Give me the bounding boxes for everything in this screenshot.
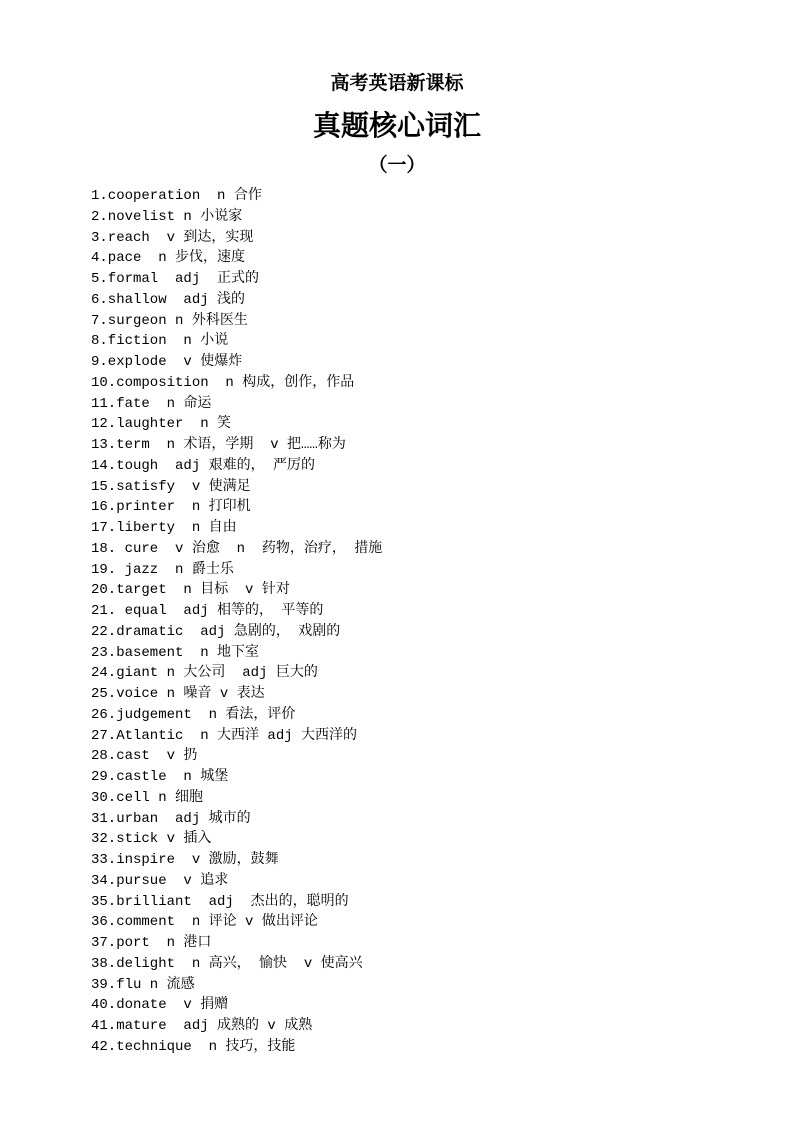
vocab-entry: 20.target n 目标 v 针对 bbox=[91, 582, 290, 599]
vocab-entry: 33.inspire v 激励，鼓舞 bbox=[91, 852, 279, 868]
vocab-entry: 28.cast v 扔 bbox=[91, 748, 198, 765]
vocab-entry: 26.judgement n 看法，评价 bbox=[91, 706, 296, 723]
vocabulary-list bbox=[91, 186, 741, 1058]
vocab-entry: 23.basement n 地下室 bbox=[91, 644, 260, 661]
vocab-entry: 41.mature adj 成熟的 v 成熟 bbox=[91, 1018, 313, 1034]
vocab-entry: 5.formal adj 正式的 bbox=[91, 271, 260, 287]
vocab-entry: 36.comment n 评论 v 做出评论 bbox=[91, 914, 318, 931]
vocab-entry: 21. equal adj 相等的， 平等的 bbox=[91, 603, 324, 619]
vocab-entry: 7.surgeon n 外科医生 bbox=[91, 312, 248, 329]
vocab-entry: 40.donate v 捐赠 bbox=[91, 997, 229, 1014]
vocab-entry: 37.port n 港口 bbox=[91, 935, 212, 951]
vocab-entry: 22.dramatic adj 急剧的， 戏剧的 bbox=[91, 623, 341, 640]
vocab-entry: 15.satisfy v 使满足 bbox=[91, 478, 251, 495]
vocab-entry: 3.reach v 到达，实现 bbox=[91, 229, 254, 246]
vocab-entry: 1.cooperation n 合作 bbox=[91, 188, 262, 204]
vocab-entry: 8.fiction n 小说 bbox=[91, 333, 229, 350]
vocab-entry: 25.voice n 噪音 v 表达 bbox=[91, 686, 265, 702]
document-part-label: （一） bbox=[368, 154, 426, 176]
vocab-entry: 9.explode v 使爆炸 bbox=[91, 354, 243, 370]
vocab-entry: 32.stick v 插入 bbox=[91, 831, 212, 848]
vocab-entry: 42.technique n 技巧，技能 bbox=[91, 1038, 296, 1055]
vocab-entry: 31.urban adj 城市的 bbox=[91, 810, 251, 827]
vocab-entry: 24.giant n 大公司 adj 巨大的 bbox=[91, 665, 318, 682]
vocab-entry: 38.delight n 高兴， 愉快 v 使高兴 bbox=[91, 955, 363, 972]
vocab-entry: 34.pursue v 追求 bbox=[91, 872, 229, 889]
vocab-entry: 11.fate n 命运 bbox=[91, 395, 212, 412]
vocab-entry: 29.castle n 城堡 bbox=[91, 769, 229, 785]
vocab-entry: 10.composition n 构成，创作，作品 bbox=[91, 374, 355, 391]
vocab-entry: 4.pace n 步伐，速度 bbox=[91, 250, 246, 267]
vocab-entry: 19. jazz n 爵士乐 bbox=[91, 561, 234, 578]
vocab-entry: 27.Atlantic n 大西洋 adj 大西洋的 bbox=[91, 727, 358, 744]
vocab-entry: 30.cell n 细胞 bbox=[91, 789, 204, 806]
vocab-entry: 35.brilliant adj 杰出的，聪明的 bbox=[91, 893, 349, 910]
vocab-entry: 17.liberty n 自由 bbox=[91, 520, 237, 536]
document-supertitle: 高考英语新课标 bbox=[330, 72, 464, 94]
vocab-entry: 16.printer n 打印机 bbox=[91, 499, 251, 516]
vocab-entry: 39.flu n 流感 bbox=[91, 976, 195, 993]
document-title: 真题核心词汇 bbox=[312, 109, 481, 142]
vocab-entry: 6.shallow adj 浅的 bbox=[91, 291, 246, 308]
vocab-entry: 12.laughter n 笑 bbox=[91, 416, 232, 433]
vocab-entry: 14.tough adj 艰难的， 严厉的 bbox=[91, 457, 316, 474]
vocab-entry: 2.novelist n 小说家 bbox=[91, 208, 243, 225]
vocab-entry: 18. cure v 治愈 n 药物，治疗， 措施 bbox=[91, 540, 383, 557]
vocab-entry: 13.term n 术语，学期 v 把……称为 bbox=[91, 437, 346, 453]
